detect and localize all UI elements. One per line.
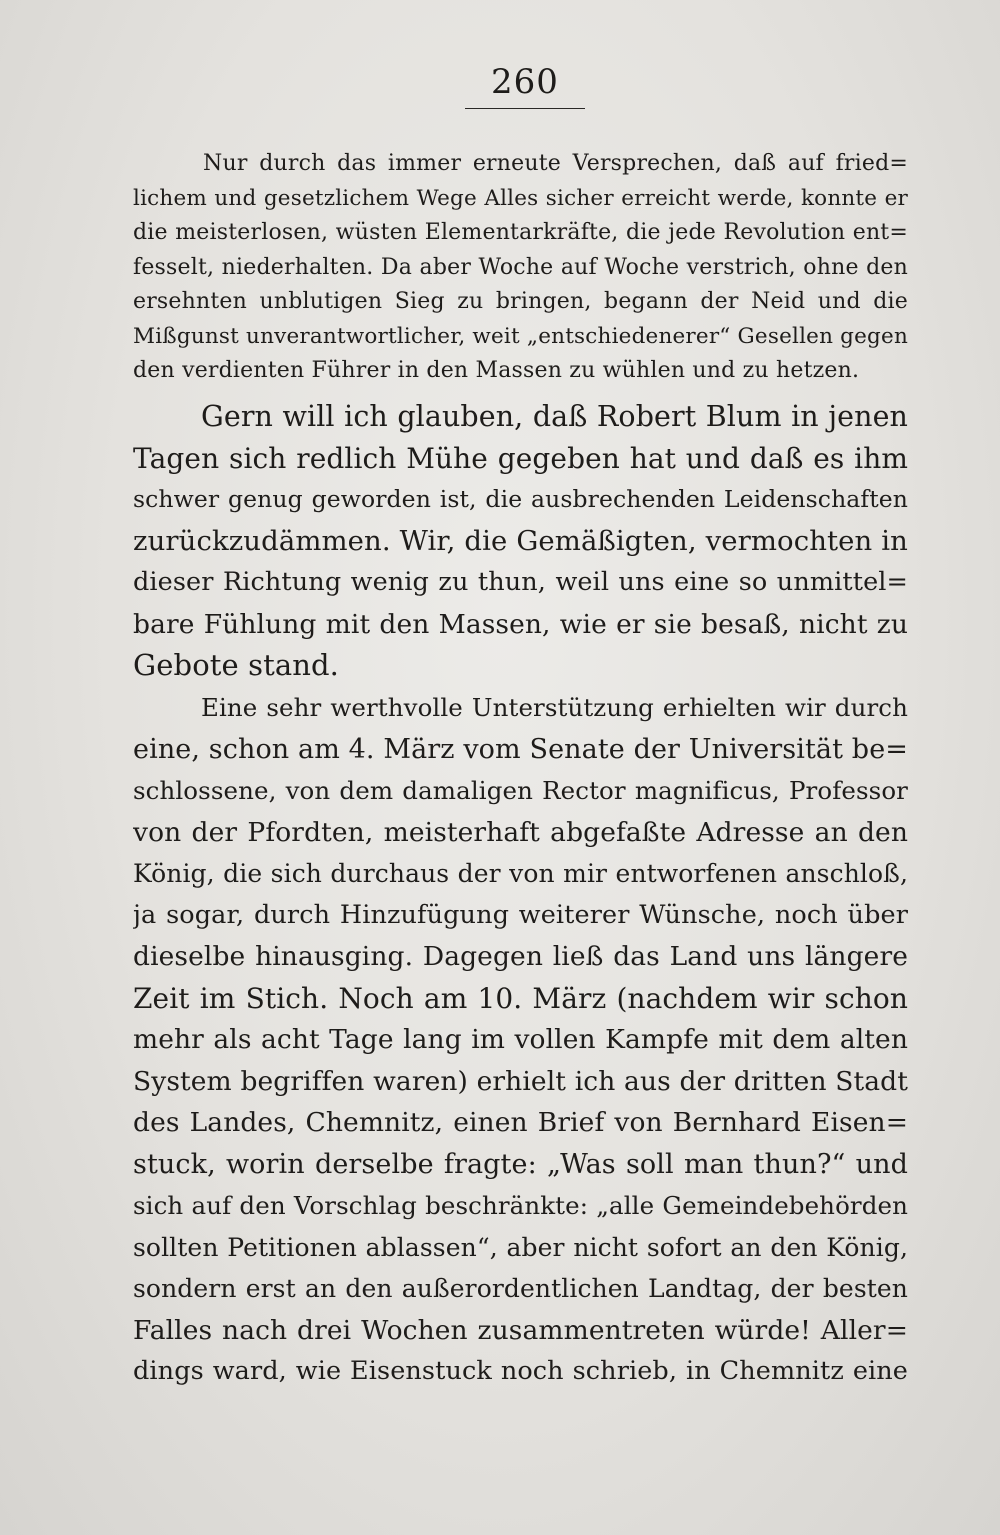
text-line: sollten Petitionen ablassen“, aber nicht sofort an den König,: [133, 1232, 908, 1262]
text-line: schwer genug geworden ist, die ausbrechenden Leidenschaften: [133, 485, 908, 513]
paragraph-1: [133, 147, 908, 389]
text-line: ersehnten unblutigen Sieg zu bringen, begann der Neid und die: [133, 289, 908, 314]
text-line: stuck, worin derselbe fragte: „Was soll man thun?“ und: [133, 1148, 908, 1180]
text-line: Mißgunst unverantwortlicher, weit „entschiedenerer“ Gesellen gegen: [133, 323, 908, 349]
text-line: dieselbe hinausging. Dagegen ließ das Land uns längere: [133, 941, 908, 972]
text-line: die meisterlosen, wüsten Elementarkräfte, die jede Revolution ent=: [133, 220, 908, 245]
text-line: dings ward, wie Eisenstuck noch schrieb, in Chemnitz eine: [133, 1356, 908, 1386]
text-line: dieser Richtung wenig zu thun, weil uns eine so unmittel=: [133, 567, 908, 597]
text-line: sich auf den Vorschlag beschränkte: „alle Gemeindebehörden: [133, 1191, 908, 1220]
text-line: Gebote stand.: [133, 648, 339, 682]
paragraph-3: [133, 687, 908, 1393]
text-line: Nur durch das immer erneute Versprechen, daß auf fried=: [203, 151, 908, 176]
text-line: bare Fühlung mit den Massen, wie er sie besaß, nicht zu: [133, 608, 908, 640]
text-line: Falles nach drei Wochen zusammentreten würde! Aller=: [133, 1314, 908, 1346]
text-line: fesselt, niederhalten. Da aber Woche auf Woche verstrich, ohne den: [133, 254, 908, 280]
text-line: System begriffen waren) erhielt ich aus der dritten Stadt: [133, 1065, 908, 1097]
text-line: Gern will ich glauben, daß Robert Blum in jenen: [201, 400, 908, 433]
text-line: den verdienten Führer in den Massen zu wühlen und zu hetzen.: [133, 358, 860, 383]
text-line: zurückzudämmen. Wir, die Gemäßigten, vermochten in: [133, 524, 908, 557]
page-number: 260: [491, 62, 559, 102]
text-line: eine, schon am 4. März vom Senate der Universität be=: [133, 733, 908, 765]
text-line: König, die sich durchaus der von mir entworfenen anschloß,: [133, 859, 908, 888]
header-rule: [465, 108, 585, 109]
text-line: ja sogar, durch Hinzufügung weiterer Wünsche, noch über: [133, 899, 908, 930]
text-line: von der Pfordten, meisterhaft abgefaßte Adresse an den: [133, 816, 908, 848]
text-line: mehr als acht Tage lang im vollen Kampfe mit dem alten: [133, 1024, 908, 1055]
text-line: sondern erst an den außerordentlichen Landtag, der besten: [133, 1274, 908, 1303]
text-line: Zeit im Stich. Noch am 10. März (nachdem wir schon: [133, 981, 908, 1015]
text-line: Tagen sich redlich Mühe gegeben hat und daß es ihm: [133, 441, 908, 475]
paragraph-2: [133, 396, 908, 687]
text-line: lichem und gesetzlichem Wege Alles sicher erreicht werde, konnte er: [133, 185, 908, 211]
text-line: des Landes, Chemnitz, einen Brief von Bernhard Eisen=: [133, 1107, 908, 1138]
text-line: schlossene, von dem damaligen Rector magnificus, Professor: [133, 776, 908, 805]
text-line: Eine sehr werthvolle Unterstützung erhielten wir durch: [201, 693, 908, 722]
